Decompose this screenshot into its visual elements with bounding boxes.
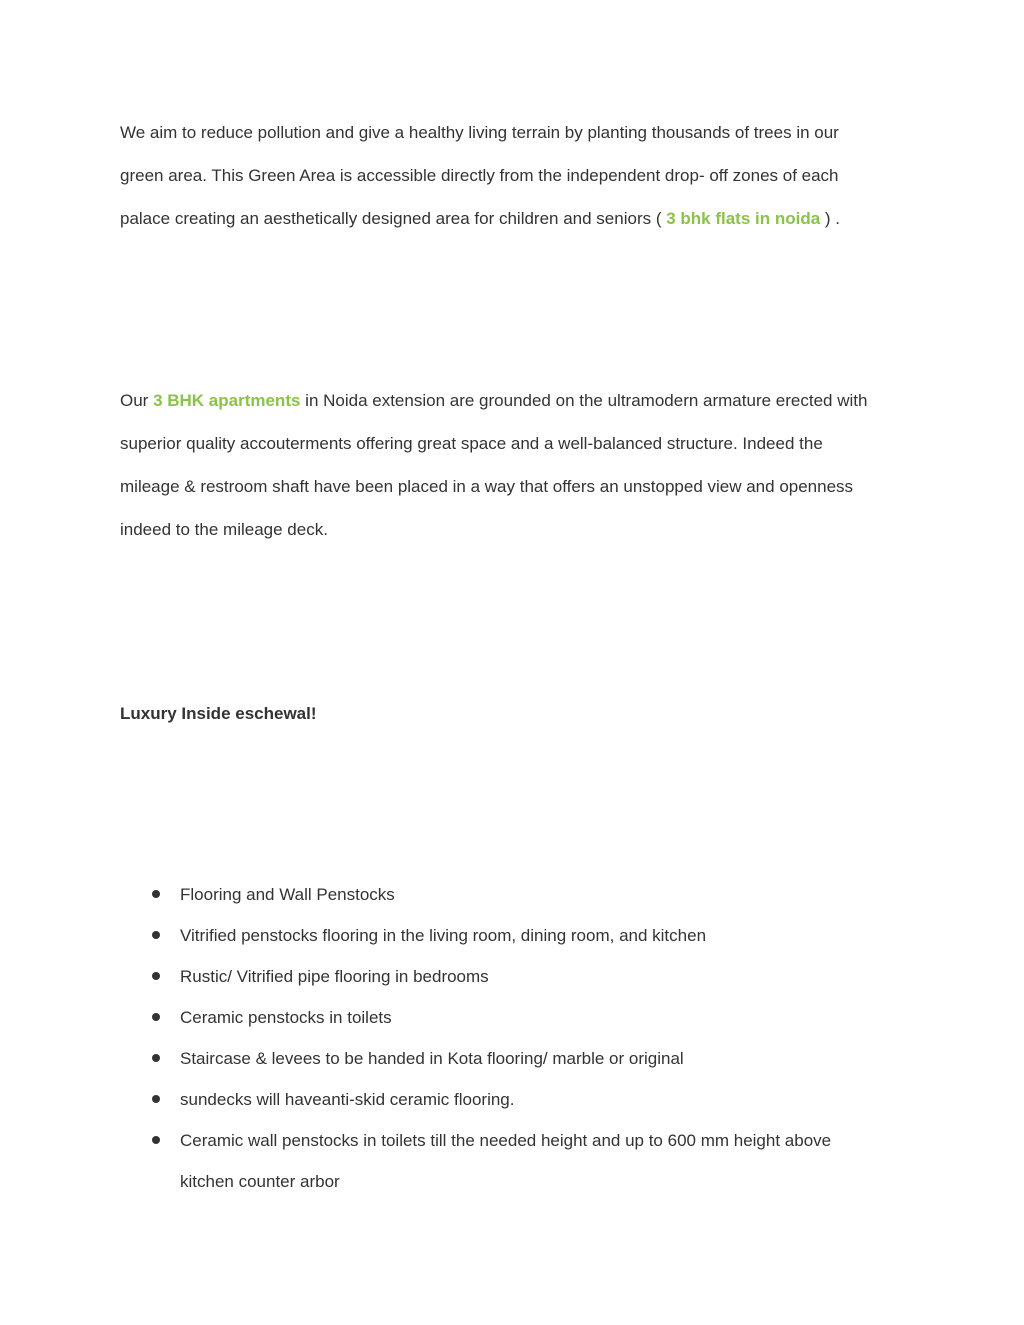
link-3-bhk-apartments[interactable]: 3 BHK apartments <box>153 391 301 410</box>
bullet-icon <box>152 1013 160 1021</box>
paragraph-line: mileage & restroom shaft have been placed in a way that offers an unstopped view and openness <box>120 477 854 496</box>
paragraph-line: Our <box>120 391 154 410</box>
list-item-text: Staircase & levees to be handed in Kota flooring/ marble or original <box>180 1049 684 1068</box>
paragraph-line: indeed to the mileage deck. <box>120 520 328 539</box>
list-item <box>120 915 920 956</box>
list-item <box>120 1079 920 1120</box>
bullet-icon <box>152 931 160 939</box>
list-item-text: Vitrified penstocks flooring in the living room, dining room, and kitchen <box>180 926 707 945</box>
paragraph-line: We aim to reduce pollution and give a healthy living terrain by planting thousands of trees in our <box>120 123 839 142</box>
list-item-text: sundecks will haveanti-skid ceramic flooring. <box>180 1090 515 1109</box>
features-list <box>120 874 920 1202</box>
list-item-text: Ceramic penstocks in toilets <box>180 1008 392 1027</box>
link-3-bhk-flats-in-noida[interactable]: 3 bhk flats in noida <box>666 209 821 228</box>
section-heading: Luxury Inside eschewal! <box>120 704 317 723</box>
paragraph-apartments <box>120 379 920 551</box>
list-item <box>120 1120 920 1202</box>
paragraph-green-area <box>120 111 920 240</box>
list-item <box>120 956 920 997</box>
list-item <box>120 874 920 915</box>
bullet-icon <box>152 890 160 898</box>
paragraph-line: ) . <box>820 209 841 228</box>
paragraph-line: in Noida extension are grounded on the ultramodern armature erected with <box>300 391 868 410</box>
list-item-text: kitchen counter arbor <box>180 1172 340 1191</box>
list-item <box>120 1038 920 1079</box>
list-item-text: Flooring and Wall Penstocks <box>180 885 395 904</box>
list-item-text: Rustic/ Vitrified pipe flooring in bedrooms <box>180 967 489 986</box>
paragraph-line: superior quality accouterments offering great space and a well-balanced structure. Indeed the <box>120 434 823 453</box>
list-item-text: Ceramic wall penstocks in toilets till the needed height and up to 600 mm height above <box>180 1131 832 1150</box>
paragraph-line: palace creating an aesthetically designed area for children and seniors ( <box>120 209 667 228</box>
bullet-icon <box>152 1095 160 1103</box>
bullet-icon <box>152 1054 160 1062</box>
list-item <box>120 997 920 1038</box>
bullet-icon <box>152 972 160 980</box>
bullet-icon <box>152 1136 160 1144</box>
paragraph-line: green area. This Green Area is accessible directly from the independent drop- off zones of each <box>120 166 839 185</box>
